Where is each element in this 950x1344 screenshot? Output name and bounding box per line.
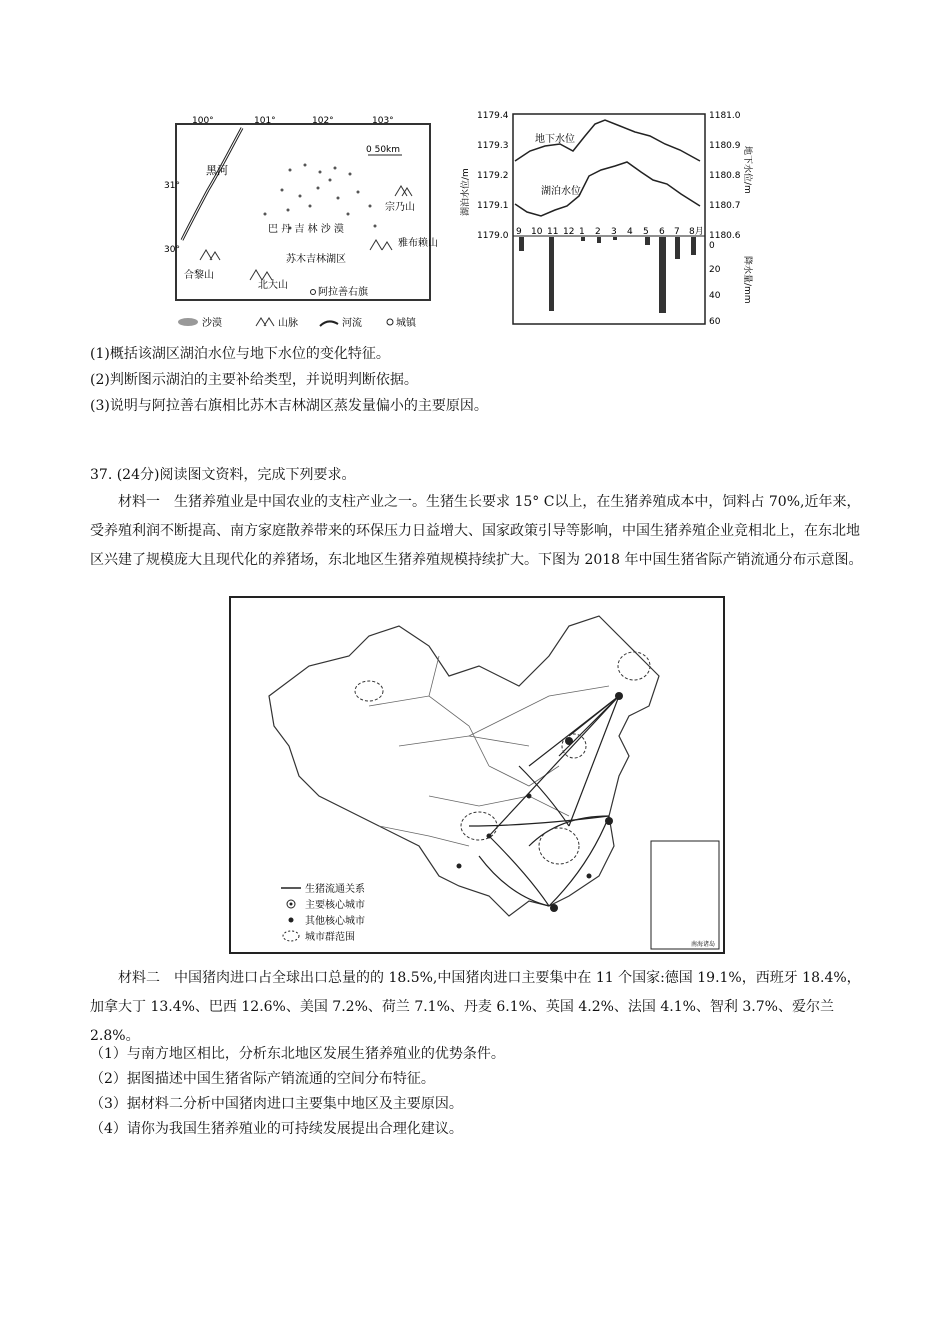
town-label: 阿拉善右旗	[318, 287, 368, 298]
question-line: (2)判断图示湖泊的主要补给类型，并说明判断依据。	[90, 372, 418, 388]
month-label: 2	[595, 227, 601, 237]
lake-region-map	[164, 110, 440, 335]
left-tick: 1179.3	[477, 141, 509, 151]
q37-question: （3）据材料二分析中国猪肉进口主要集中地区及主要原因。	[90, 1096, 463, 1112]
legend-main-city-label: 主要核心城市	[305, 900, 365, 911]
q37-header: 37. (24分)阅读图文资料，完成下列要求。	[90, 467, 356, 483]
precip-bars	[519, 237, 696, 313]
month-label: 11	[547, 227, 559, 237]
month-label: 6	[659, 227, 665, 237]
material1-text: 材料一 生猪养殖业是中国农业的支柱产业之一。生猪生长要求 15° C以上，在生猪养殖成本中，饲料占 70%,近年来，受养殖利润不断提高、南方家庭散养带来的环保压力日益增大、国家政策引导等影响，中国生猪养殖企业竞相北上，在东北地区兴建了规模庞大且现代化的养猪场，东北地区生猪养殖规模持续扩大。下图为 2018 年中国生猪省际产销流通分布示意图。	[90, 494, 863, 568]
right-tick: 1180.7	[709, 201, 741, 211]
groundwater-label: 地下水位	[535, 134, 575, 145]
precip-tick: 40	[709, 291, 721, 301]
question-line: (1)概括该湖区湖泊水位与地下水位的变化特征。	[90, 346, 390, 362]
lon-label: 100°	[192, 116, 214, 126]
legend-cluster-label: 城市群范围	[305, 932, 355, 943]
precip-tick: 0	[709, 241, 715, 251]
month-label: 8月	[689, 227, 704, 237]
map1-legend	[178, 316, 417, 329]
right-tick: 1180.6	[709, 231, 741, 241]
lat-label: 31°	[164, 181, 180, 191]
left-tick: 1179.2	[477, 171, 509, 181]
legend-town-label: 城镇	[396, 318, 416, 329]
scale-label: 0 50km	[366, 145, 401, 155]
desert-label: 巴 丹 吉 林 沙 漠	[268, 224, 344, 235]
lat-label: 30°	[164, 245, 180, 255]
precip-tick: 20	[709, 265, 721, 275]
legend-desert-label: 沙漠	[202, 318, 222, 329]
lon-label: 102°	[312, 116, 334, 126]
lake-level-label: 湖泊水位	[541, 186, 581, 197]
material2	[90, 964, 870, 1051]
mountain-label-zongnai: 宗乃山	[385, 202, 415, 213]
left-tick: 1179.1	[477, 201, 509, 211]
mountain-label-heli: 合黎山	[184, 270, 214, 281]
q37-question: （4）请你为我国生猪养殖业的可持续发展提出合理化建议。	[90, 1121, 463, 1137]
month-label: 5	[643, 227, 649, 237]
mountain-label-yabulai: 雅布赖山	[398, 238, 438, 249]
right-tick: 1180.8	[709, 171, 741, 181]
material2-text: 材料二 中国猪肉进口占全球出口总量的的 18.5%,中国猪肉进口主要集中在 11 个国家:德国 19.1%，西班牙 18.4%，加拿大丁 13.4%、巴西 12.6%、美国 7.2%、荷兰 7.1%、丹麦 6.1%、英国 4.2%、法国 4.1%、智利 3.7%、爱尔兰 2.8%。	[90, 970, 861, 1044]
legend-river-label: 河流	[342, 318, 362, 329]
left-tick: 1179.4	[477, 111, 509, 121]
month-label: 1	[579, 227, 585, 237]
lake-region-label: 苏木吉林湖区	[286, 254, 346, 265]
month-label: 4	[627, 227, 633, 237]
question-line: (3)说明与阿拉善右旗相比苏木吉林湖区蒸发量偏小的主要原因。	[90, 398, 488, 414]
precip-tick: 60	[709, 317, 721, 327]
q37-question: （2）据图描述中国生猪省际产销流通的空间分布特征。	[90, 1071, 435, 1087]
water-level-chart	[455, 106, 755, 332]
legend-flow-label: 生猪流通关系	[305, 884, 365, 895]
legend-mountain-label: 山脉	[278, 318, 298, 329]
river-label: 黑河	[206, 164, 228, 177]
precip-axis-label: 降水量/mm	[742, 256, 752, 304]
material1	[90, 488, 870, 575]
month-label: 10	[531, 227, 543, 237]
right-tick: 1181.0	[709, 111, 741, 121]
inset-label: 南海诸岛	[691, 941, 716, 948]
lon-label: 101°	[254, 116, 276, 126]
q37-question: （1）与南方地区相比，分析东北地区发展生猪养殖业的优势条件。	[90, 1046, 505, 1062]
month-label: 7	[674, 227, 680, 237]
right-tick: 1180.9	[709, 141, 741, 151]
mountain-label-beida: 北大山	[258, 280, 288, 291]
month-label: 3	[611, 227, 617, 237]
left-axis-label: 湖泊水位/m	[461, 168, 471, 216]
month-label: 12	[563, 227, 575, 237]
right-axis-label: 地下水位/m	[742, 146, 752, 194]
left-tick: 1179.0	[477, 231, 509, 241]
pig-flow-map	[229, 596, 725, 954]
lon-label: 103°	[372, 116, 394, 126]
legend-other-city-label: 其他核心城市	[305, 916, 365, 927]
month-label: 9	[516, 227, 522, 237]
south-sea-inset	[651, 841, 719, 949]
